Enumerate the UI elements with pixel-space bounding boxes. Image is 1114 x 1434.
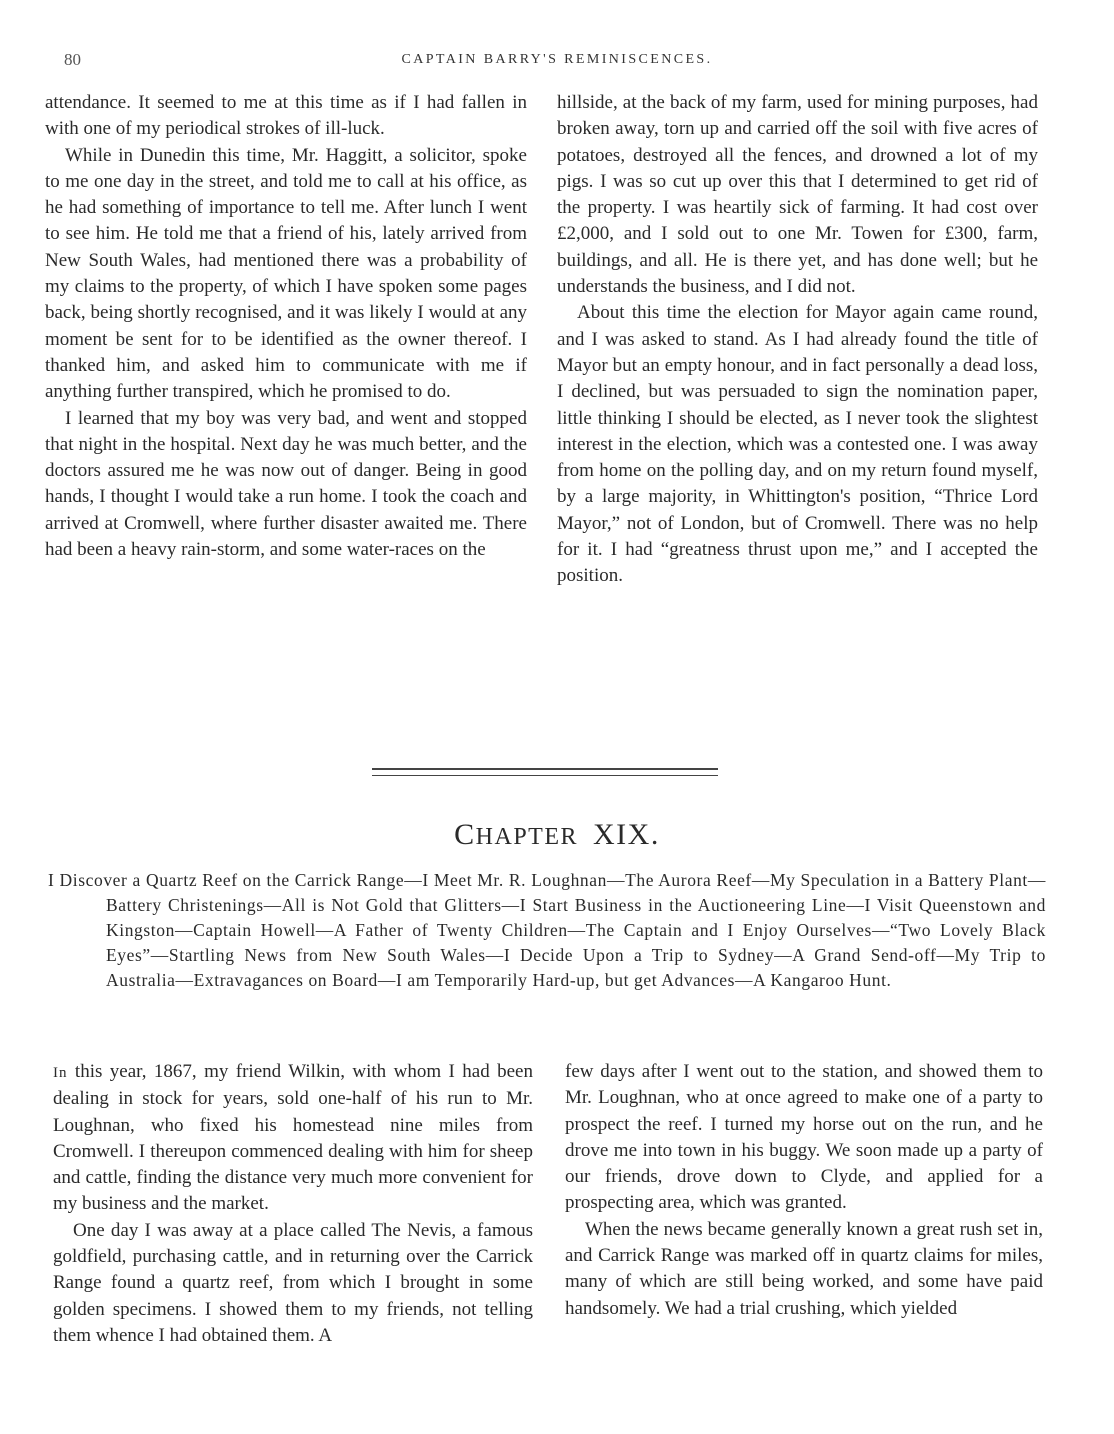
chapter-title-initial: C xyxy=(454,818,476,851)
paragraph: About this time the election for Mayor again came round, and I was asked to stand. As I had already found the title of Mayor but an empty honour, and in fact personally a dead loss, I declined, but was persuaded to sign the nomination paper, little thinking I should be elected, as I never took the slightest interest in the election, which was a contested one. I was away from home on the polling day, and on my return found myself, by a large majority, in Whittington's position, “Thrice Lord Mayor,” not of London, but of Cromwell. There was no help for it. I had “greatness thrust upon me,” and I accepted the position. xyxy=(557,302,1038,587)
running-title: CAPTAIN BARRY'S REMINISCENCES. xyxy=(401,52,713,67)
chapter-numeral: XIX. xyxy=(593,818,660,851)
paragraph xyxy=(53,1059,533,1218)
paragraph-text: this year, 1867, my friend Wilkin, with whom I had been dealing in stock for years, sold one-half of his run to Mr. Loughnan, who fixed his homestead nine miles from Cromwell. I thereupon commenced dealing with him for sheep and cattle, finding the distance very much more convenient for my business and the market. xyxy=(53,1061,533,1215)
paragraph: few days after I went out to the station, and showed them to Mr. Loughnan, who at once agreed to make one of a party to prospect the reef. I turned my horse out on the run, and he drove me into town in his buggy. We soon made up a party of our friends, drove down to Clyde, and applied for a prospecting area, which was granted. xyxy=(565,1061,1043,1214)
paragraph: When the news became generally known a great rush set in, and Carrick Range was marked off in quartz claims for miles, many of which are still being worked, and some have paid handsomely. We had a trial crushing, which yielded xyxy=(565,1218,1043,1319)
bottom-left-column xyxy=(53,1059,533,1349)
chapter-title-word: HAPTER xyxy=(475,824,579,850)
chapter-title xyxy=(0,818,1114,852)
paragraph: I learned that my boy was very bad, and went and stopped that night in the hospital. Next day he was much better, and the doctors assured me he was now out of danger. Being in good hands, I thought I would take a run home. I took the coach and arrived at Cromwell, where further disaster awaited me. There had been a heavy rain-storm, and some water-races on the xyxy=(45,407,527,561)
bottom-right-column xyxy=(565,1059,1043,1322)
top-right-column xyxy=(557,90,1038,590)
chapter-synopsis: I Discover a Quartz Reef on the Carrick Range—I Meet Mr. R. Loughnan—The Aurora Reef—My Speculation in a Battery Plant—Battery Christenings—All is Not Gold that Glitters—I Start Business in the Auctioneering Line—I Visit Queenstown and Kingston—Captain Howell—A Father of Twenty Children—The Captain and I Enjoy Ourselves—“Two Lovely Black Eyes”—Startling News from New South Wales—I Decide Upon a Trip to Sydney—A Grand Send-off—My Trip to Australia—Extravagances on Board—I am Temporarily Hard-up, but get Advances—A Kangaroo Hunt. xyxy=(48,870,1046,990)
page-header xyxy=(0,48,1114,78)
drop-lead-word: In xyxy=(53,1065,68,1081)
paragraph: One day I was away at a place called The Nevis, a famous goldfield, purchasing cattle, and in returning over the Carrick Range found a quartz reef, from which I brought in some golden specimens. I showed them to my friends, not telling them whence I had obtained them. A xyxy=(53,1219,533,1346)
top-left-column xyxy=(45,90,527,563)
paragraph: While in Dunedin this time, Mr. Haggitt, a solicitor, spoke to me one day in the street, and told me to call at his office, as he had something of importance to tell me. After lunch I went to see him. He told me that a friend of his, lately arrived from New South Wales, had mentioned there was a probability of my claims to the property, of which I have spoken some pages back, being shortly recognised, and it was likely I would at any moment be sent for to be identified as the owner thereof. I thanked him, and asked him to communicate with me if anything further transpired, which he promised to do. xyxy=(45,144,527,403)
paragraph: attendance. It seemed to me at this time as if I had fallen in with one of my periodical strokes of ill-luck. xyxy=(45,92,527,140)
page-number: 80 xyxy=(64,50,81,69)
paragraph: hillside, at the back of my farm, used for mining purposes, had broken away, torn up and carried off the soil with five acres of potatoes, destroyed all the fences, and drowned a lot of my pigs. I was so cut up over this that I determined to get rid of the property. I was heartily sick of farming. It had cost over £2,000, and I sold out to one Mr. Towen for £300, farm, buildings, and all. He is there yet, and has done well; but he understands the business, and I did not. xyxy=(557,92,1038,298)
section-divider xyxy=(372,768,718,776)
